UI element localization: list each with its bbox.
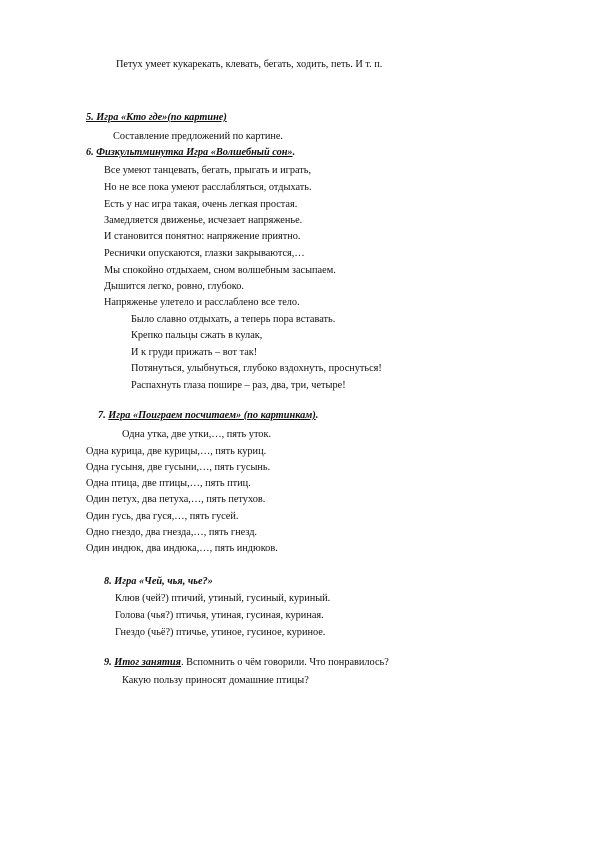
section-9-question: Какую пользу приносят домашние птицы? — [122, 675, 309, 686]
section-9-text: . Вспомнить о чём говорили. Что понравилось? — [180, 657, 389, 668]
section-6-number: 6. — [86, 147, 97, 158]
possessive-line: Голова (чья?) птичья, утиная, гусиная, куриная. — [115, 610, 324, 621]
poem-line-indented: Потянуться, улыбнуться, глубоко вздохнуть, проснуться! — [131, 363, 382, 374]
counting-line: Одна курица, две курицы,…, пять куриц. — [86, 446, 267, 457]
section-5-heading: 5. Игра «Кто где»(по картине) — [86, 112, 227, 123]
section-9-title: Итог занятия — [114, 657, 181, 668]
possessive-line: Гнездо (чьё?) птичье, утиное, гусиное, куриное. — [115, 627, 326, 638]
poem-line: И становится понятно: напряжение приятно. — [104, 231, 301, 242]
section-7-heading — [98, 409, 318, 422]
poem-line: Напряженье улетело и расслаблено все тело. — [104, 297, 300, 308]
poem-line: Замедляется движенье, исчезает напряженье. — [104, 215, 303, 226]
counting-line: Одна гусыня, две гусыни,…, пять гусынь. — [86, 462, 271, 473]
section-7-number: 7. — [98, 410, 109, 421]
section-8-heading: 8. Игра «Чей, чья, чье?» — [104, 576, 213, 587]
section-9-heading — [104, 656, 389, 669]
counting-line: Одна птица, две птицы,…, пять птиц. — [86, 478, 251, 489]
counting-line: Один гусь, два гуся,…, пять гусей. — [86, 511, 239, 522]
poem-line: Есть у нас игра такая, очень легкая простая. — [104, 199, 298, 210]
poem-line-indented: Было славно отдыхать, а теперь пора вставать. — [131, 314, 336, 325]
poem-line-indented: Крепко пальцы сжать в кулак, — [131, 330, 263, 341]
poem-line: Все умеют танцевать, бегать, прыгать и играть, — [104, 165, 312, 176]
section-6-title: Физкультминутка Игра «Волшебный сон» — [96, 147, 293, 158]
section-9-number: 9. — [104, 657, 115, 668]
counting-line: Один петух, два петуха,…, пять петухов. — [86, 494, 266, 505]
intro-line: Петух умеет кукарекать, клевать, бегать, ходить, петь. И т. п. — [116, 59, 383, 70]
section-6-period: . — [292, 147, 296, 158]
poem-line: Мы спокойно отдыхаем, сном волшебным засыпаем. — [104, 265, 336, 276]
section-5-text: Составление предложений по картине. — [113, 131, 283, 142]
section-6-heading — [86, 146, 295, 159]
counting-line: Одно гнездо, два гнезда,…, пять гнезд. — [86, 527, 258, 538]
poem-line: Но не все пока умеют расслабляться, отдыхать. — [104, 182, 312, 193]
poem-line-indented: И к груди прижать – вот так! — [131, 347, 258, 358]
section-7-title: Игра «Поиграем посчитаем» (по картинкам) — [108, 410, 316, 421]
section-7-period: . — [315, 410, 319, 421]
poem-line: Дышится легко, ровно, глубоко. — [104, 281, 245, 292]
counting-line: Одна утка, две утки,…, пять уток. — [122, 429, 272, 440]
counting-line: Один индюк, два индюка,…, пять индюков. — [86, 543, 278, 554]
poem-line: Реснички опускаются, глазки закрываются,… — [104, 248, 305, 259]
possessive-line: Клюв (чей?) птичий, утиный, гусиный, куриный. — [115, 593, 331, 604]
poem-line-indented: Распахнуть глаза пошире – раз, два, три, четыре! — [131, 380, 346, 391]
